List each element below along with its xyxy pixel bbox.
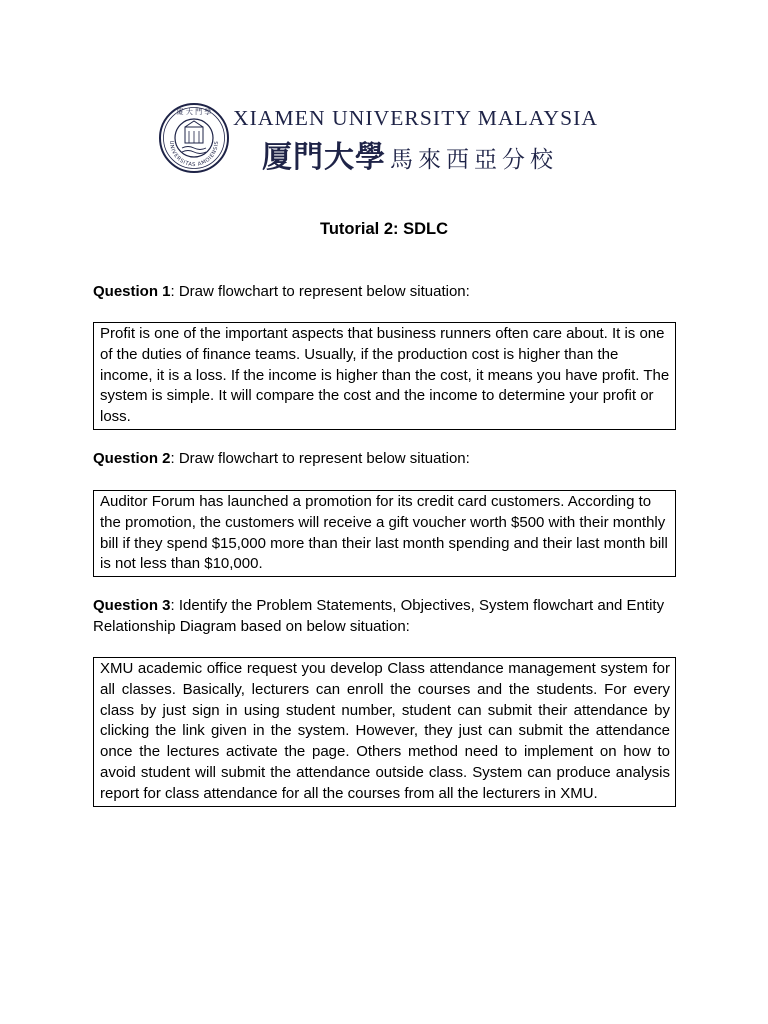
- question-2-heading: [93, 448, 673, 469]
- question-1-scenario-box: Profit is one of the important aspects that business runners often care about. It is one of the duties of finance teams. Usually, if the production cost is higher than the income, it is a loss. If the income is higher than the cost, it means you have profit. The system is simple. It will compare the cost and the income to determine your profit or loss.: [93, 322, 676, 430]
- question-label: Question 2: [93, 450, 171, 467]
- question-3-heading: [93, 595, 673, 637]
- question-2-scenario-box: Auditor Forum has launched a promotion for its credit card customers. According to the promotion, the customers will receive a gift voucher worth $500 with their monthly bill if they spend $15,000 more than their last month spending and their last month bill is not less than $10,000.: [93, 490, 676, 577]
- question-1-heading: [93, 281, 673, 302]
- question-prompt: : Draw flowchart to represent below situation:: [170, 283, 470, 300]
- university-name-chinese: [262, 132, 558, 176]
- university-header: [158, 100, 618, 174]
- question-prompt: : Identify the Problem Statements, Objectives, System flowchart and Entity Relationship Diagram based on below situation:: [93, 597, 665, 635]
- question-3-scenario-box: XMU academic office request you develop Class attendance management system for all classes. Basically, lecturers can enroll the courses and the students. For every class by just sign in using student number, student can submit their attendance by clicking the link given in the system. However, they just can submit the attendance once the lectures activate the page. Others method need to implement on how to avoid student will submit the attendance outside class. System can produce analysis report for class attendance for all the courses from all the lecturers in XMU.: [93, 657, 676, 807]
- svg-text:廈 大 門 學: 廈 大 門 學: [176, 108, 212, 116]
- question-prompt: : Draw flowchart to represent below situation:: [170, 450, 470, 467]
- page-title: Tutorial 2: SDLC: [319, 220, 449, 238]
- university-seal-logo: [158, 102, 230, 174]
- svg-text:UNIVERSITAS AMOIENSIS: UNIVERSITAS AMOIENSIS: [167, 140, 221, 169]
- university-name-chinese-main: 厦門大學: [262, 140, 386, 175]
- question-label: Question 1: [93, 283, 171, 300]
- university-name-english: XIAMEN UNIVERSITY MALAYSIA: [233, 106, 599, 130]
- question-label: Question 3: [93, 597, 171, 614]
- university-name-chinese-sub: 馬來西亞分校: [390, 147, 558, 173]
